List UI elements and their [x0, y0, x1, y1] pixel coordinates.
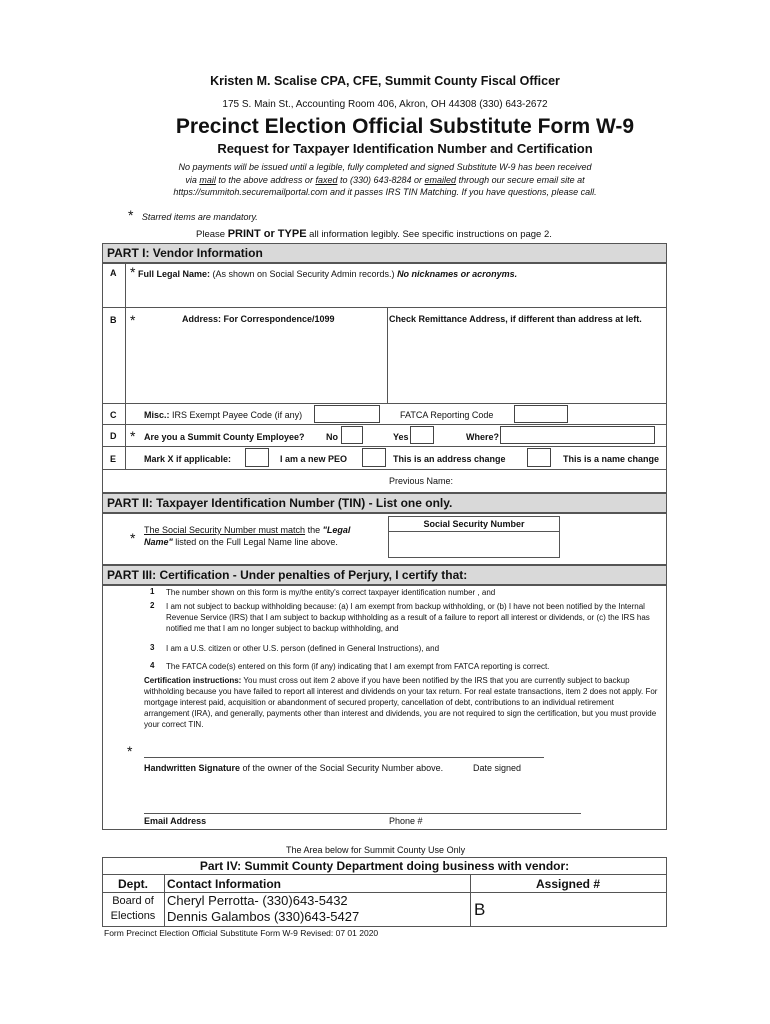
row-letter-b: B: [110, 315, 117, 325]
remit-address-label: Check Remittance Address, if different than address at left.: [389, 314, 642, 324]
email-label: Email Address: [144, 816, 207, 826]
name-change-checkbox[interactable]: [527, 448, 551, 467]
col-dept: Dept.: [118, 877, 148, 891]
notice-faxed-link: faxed: [315, 174, 338, 185]
part3-header: PART III: Certification - Under penalties of Perjury, I certify that:: [102, 565, 667, 585]
contact-value: Cheryl Perrotta- (330)643-5432 Dennis Galambos (330)643-5427: [167, 893, 360, 924]
row-divider-e: [102, 469, 667, 470]
ssn-instruction: The Social Security Number must match the "Legal Name" listed on the Full Legal Name line above.: [144, 525, 351, 547]
dept-column-divider: [164, 874, 165, 927]
employee-where-input[interactable]: [500, 426, 655, 444]
employee-no-label: No: [326, 432, 338, 442]
ssn-box: [388, 516, 560, 558]
row-divider-a: [102, 307, 667, 308]
assigned-column-divider: [470, 874, 471, 927]
part4-header-divider: [102, 874, 667, 875]
cert-item-3: 3 I am a U.S. citizen or other U.S. person (defined in General Instructions), and: [150, 643, 440, 653]
address-label: Address: For Correspondence/1099: [182, 314, 335, 324]
email-phone-line[interactable]: [144, 800, 581, 814]
address-change-checkbox[interactable]: [362, 448, 386, 467]
date-signed-label: Date signed: [473, 763, 522, 773]
employee-yes-label: Yes: [393, 432, 409, 442]
cert-item-4: 4 The FATCA code(s) entered on this form (if any) indicating that I am exempt from FATCA reporting is correct.: [150, 661, 550, 671]
exempt-payee-code-input[interactable]: [314, 405, 380, 423]
ssn-input[interactable]: [389, 532, 559, 556]
ssn-star: *: [130, 530, 136, 546]
row-divider-c: [102, 424, 667, 425]
row-letter-a: A: [110, 268, 117, 278]
address-star: *: [130, 312, 136, 328]
misc-label: Misc.: IRS Exempt Payee Code (if any): [144, 410, 303, 420]
address-field[interactable]: [130, 328, 384, 400]
signature-line[interactable]: [144, 744, 544, 758]
employee-no-checkbox[interactable]: [341, 426, 363, 444]
row-letter-c: C: [110, 410, 117, 420]
name-change-label: This is a name change: [563, 454, 660, 464]
address-change-label: This is an address change: [393, 454, 506, 464]
certification-items: [150, 587, 660, 672]
mark-x-label: Mark X if applicable:: [144, 454, 232, 464]
row-letter-d: D: [110, 431, 117, 441]
row-letter-e: E: [110, 454, 117, 464]
certification-instructions: Certification instructions: You must cross out item 2 above if you have been notified by the IRS that you are currently subject to backup withholding because you have failed to report all interest and dividends on your tax return. For real estate transactions, item 2 does not apply. For mortgage interest paid, acquisition or abandonment of secured property, cancellation of debt, contributions to an individual retirement arrangement (IRA), and generally, payments other than interest and dividends, you are not required to sign the certification, but you must provide your correct TIN.: [144, 676, 658, 729]
county-use-note: The Area below for Summit County Use Only: [286, 845, 466, 855]
phone-label: Phone #: [389, 816, 423, 826]
previous-name-field[interactable]: [462, 472, 662, 490]
new-peo-checkbox[interactable]: [245, 448, 269, 467]
cert-item-1: 1 The number shown on this form is my/the entity's correct taxpayer identification number , and: [150, 587, 496, 597]
dept-value: Board of Elections: [110, 895, 156, 922]
col-assigned: Assigned #: [536, 877, 601, 891]
ssn-label: Social Security Number: [389, 517, 559, 532]
print-instruction: Please PRINT or TYPE all information legibly. See specific instructions on page 2.: [196, 228, 552, 240]
row-divider-b: [102, 403, 667, 404]
fatca-label: FATCA Reporting Code: [400, 410, 494, 420]
legal-name-field[interactable]: [130, 284, 660, 304]
notice-mail-link: mail: [199, 174, 216, 185]
where-label: Where?: [466, 432, 500, 442]
address-column-divider: [387, 307, 388, 403]
starred-note: * Starred items are mandatory.: [128, 207, 258, 223]
signature-label: Handwritten Signature of the owner of the Social Security Number above.: [144, 763, 444, 773]
form-revision: Form Precinct Election Official Substitute Form W-9 Revised: 07 01 2020: [104, 928, 379, 938]
part4-header: Part IV: Summit County Department doing business with vendor:: [199, 859, 570, 873]
assigned-value: B: [474, 900, 486, 919]
payment-notice: No payments will be issued until a legible, fully completed and signed Substitute W-9 has been received via mail to the above address or faxed to (330) 643-8284 or emailed through our secure email site at https://summitoh.securemailportal.com and it passes IRS TIN Matching. If you have questions, please call.: [173, 162, 597, 197]
remit-address-field[interactable]: [392, 328, 662, 400]
row-divider-d: [102, 446, 667, 447]
new-peo-label: I am a new PEO: [280, 454, 348, 464]
signature-star: *: [127, 743, 133, 759]
employee-question: Are you a Summit County Employee?: [144, 432, 305, 442]
officer-line: Kristen M. Scalise CPA, CFE, Summit County Fiscal Officer: [210, 74, 560, 88]
part2-header: PART II: Taxpayer Identification Number (TIN) - List one only.: [102, 493, 667, 513]
form-subtitle: Request for Taxpayer Identification Number and Certification: [217, 141, 593, 156]
previous-name-label: Previous Name:: [389, 476, 454, 486]
office-address: 175 S. Main St., Accounting Room 406, Akron, OH 44308 (330) 643-2672: [222, 99, 548, 110]
part1-header: PART I: Vendor Information: [102, 243, 667, 263]
fatca-code-input[interactable]: [514, 405, 568, 423]
letter-column-divider: [125, 263, 126, 469]
legal-name-label: * Full Legal Name: (As shown on Social Security Admin records.) No nicknames or acronyms.: [130, 264, 518, 280]
employee-yes-checkbox[interactable]: [410, 426, 434, 444]
employee-star: *: [130, 428, 136, 444]
notice-emailed-link: emailed: [424, 174, 457, 185]
cert-item-2: 2 I am not subject to backup withholding because: (a) I am exempt from backup withholding, or (b) I have not been notified by the Internal Revenue Service (IRS) that I am subject to backup withholding as a result of a failure to report all interest or dividends, or (c) the IRS has notified me that I am no longer subject to backup withholding, and: [150, 601, 650, 633]
col-contact: Contact Information: [167, 877, 281, 891]
form-title: Precinct Election Official Substitute Form W-9: [175, 115, 635, 138]
